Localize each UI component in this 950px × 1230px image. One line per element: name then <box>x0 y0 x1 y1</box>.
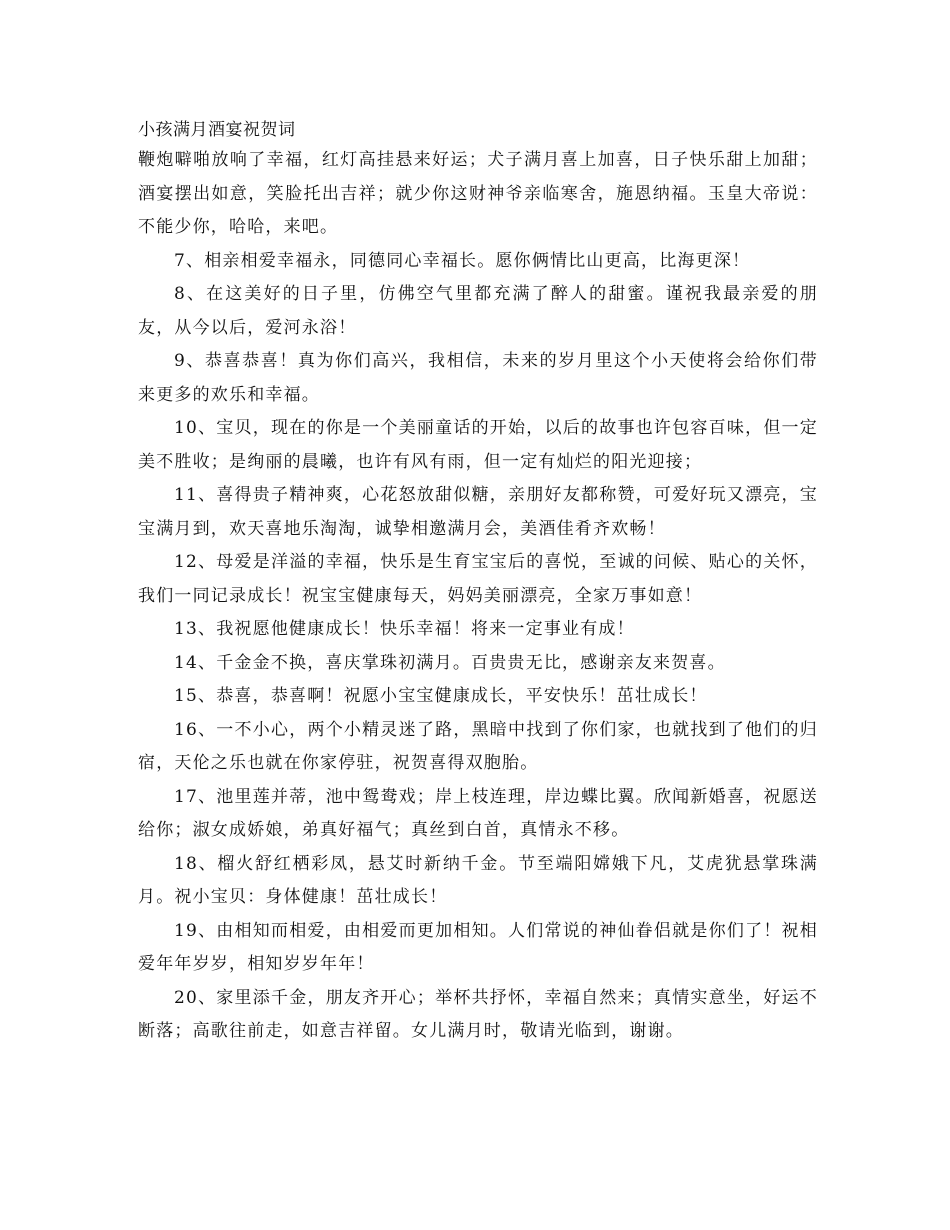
paragraph-14: 14、千金金不换，喜庆掌珠初满月。百贵贵无比，感谢亲友来贺喜。 <box>174 652 726 673</box>
paragraph-intro: 鞭炮噼啪放响了幸福，红灯高挂悬来好运；犬子满月喜上加喜，日子快乐甜上加甜；酒宴摆出如意，笑脸托出吉祥；就少你这财神爷亲临寒舍，施恩纳福。玉皇大帝说：不能少你，哈哈，来吧。 <box>138 150 818 237</box>
paragraph-13: 13、我祝愿他健康成长！快乐幸福！将来一定事业有成！ <box>174 619 635 639</box>
paragraph-7: 7、相亲相爱幸福永，同德同心幸福长。愿你俩情比山更高，比海更深！ <box>174 250 751 271</box>
paragraph-17: 17、池里莲并蒂，池中鸳鸯戏；岸上枝连理，岸边蝶比翼。欣闻新婚喜，祝愿送给你；淑女成娇娘，弟真好福气；真丝到白首，真情永不移。 <box>138 786 818 840</box>
document-page <box>138 116 818 1049</box>
paragraph-16: 16、一不小心，两个小精灵迷了路，黑暗中找到了你们家，也就找到了他们的归宿，天伦之乐也就在你家停驻，祝贺喜得双胞胎。 <box>138 719 818 773</box>
paragraph-11: 11、喜得贵子精神爽，心花怒放甜似糖，亲朋好友都称赞，可爱好玩又漂亮，宝宝满月到，欢天喜地乐淘淘，诚挚相邀满月会，美酒佳肴齐欢畅！ <box>138 485 818 539</box>
paragraph-9: 9、恭喜恭喜！真为你们高兴，我相信，未来的岁月里这个小天使将会给你们带来更多的欢乐和幸福。 <box>138 351 818 405</box>
paragraph-20: 20、家里添千金，朋友齐开心；举杯共抒怀，幸福自然来；真情实意坐，好运不断落；高歌往前走，如意吉祥留。女儿满月时，敬请光临到，谢谢。 <box>138 987 818 1041</box>
paragraph-15: 15、恭喜，恭喜啊！祝愿小宝宝健康成长，平安快乐！茁壮成长！ <box>174 686 708 706</box>
paragraph-8: 8、在这美好的日子里，仿佛空气里都充满了醉人的甜蜜。谨祝我最亲爱的朋友，从今以后，爱河永浴！ <box>138 284 818 338</box>
paragraph-18: 18、榴火舒红栖彩凤，悬艾时新纳千金。节至端阳嫦娥下凡，艾虎犹悬掌珠满月。祝小宝贝：身体健康！茁壮成长！ <box>138 853 818 907</box>
paragraph-10: 10、宝贝，现在的你是一个美丽童话的开始，以后的故事也许包容百味，但一定美不胜收；是绚丽的晨曦，也许有风有雨，但一定有灿烂的阳光迎接； <box>138 418 818 472</box>
paragraph-19: 19、由相知而相爱，由相爱而更加相知。人们常说的神仙眷侣就是你们了！祝相爱年年岁岁，相知岁岁年年！ <box>138 920 818 974</box>
paragraph-12: 12、母爱是洋溢的幸福，快乐是生育宝宝后的喜悦，至诚的问候、贴心的关怀，我们一同记录成长！祝宝宝健康每天，妈妈美丽漂亮，全家万事如意！ <box>138 552 818 606</box>
document-title: 小孩满月酒宴祝贺词 <box>138 120 296 140</box>
